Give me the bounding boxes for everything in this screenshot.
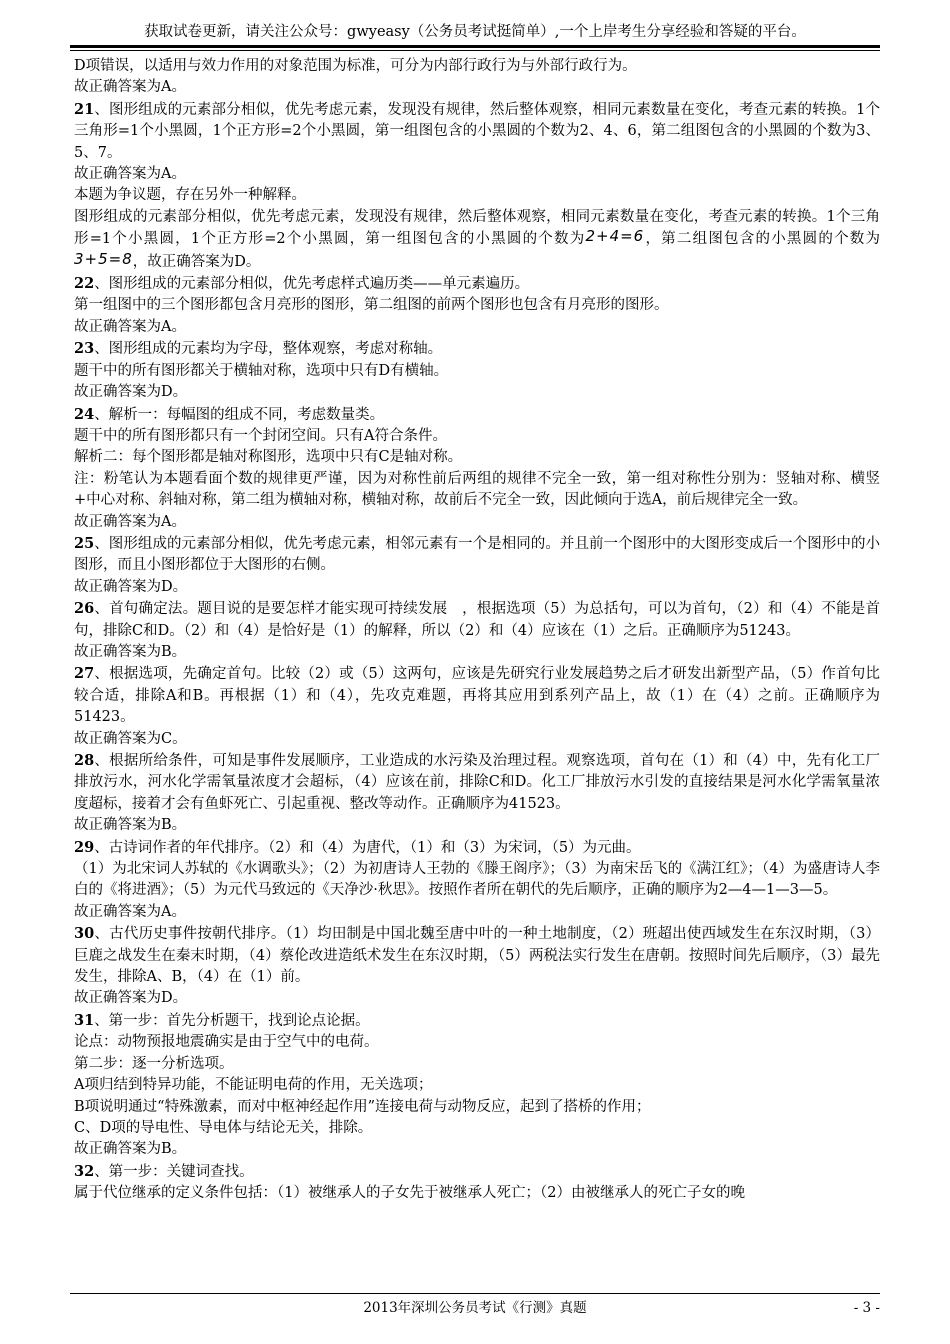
paragraph-text: 论点：动物预报地震确实是由于空气中的电荷。 [74, 1034, 379, 1051]
paragraph-text: 题干中的所有图形都只有一个封闭空间。只有A符合条件。 [74, 427, 447, 444]
page-number: - 3 - [853, 1300, 880, 1316]
paragraph-text: 、图形组成的元素均为字母，整体观察，考虑对称轴。 [94, 341, 443, 358]
header-rule [70, 45, 880, 48]
question-number: 27 [74, 665, 95, 683]
paragraph [74, 447, 880, 468]
paragraph [74, 99, 880, 164]
question-number: 31 [74, 1011, 95, 1029]
question-number: 30 [74, 925, 95, 943]
q21-alt-paragraph: 图形组成的元素部分相似，优先考虑元素，发现没有规律，然后整体观察，相同元素数量在变化，考查元素的转换。1个三角形=1个小黑圆，1个正方形=2个小黑圆，第一组图包含的小黑圆的个数为2+4=6，第二组图包含的小黑圆的个数为3+5=8，故正确答案为D。 [74, 208, 880, 270]
paragraph [74, 1161, 880, 1183]
question-number: 32 [74, 1162, 95, 1180]
paragraph-text: 故正确答案为A。 [74, 318, 186, 335]
paragraph [74, 469, 880, 512]
paragraph [74, 426, 880, 447]
paragraph-text: 故正确答案为A。 [74, 79, 186, 96]
paragraph-text: 题干中的所有图形都关于横轴对称，选项中只有D有横轴。 [74, 362, 449, 379]
question-number: 26 [74, 600, 95, 618]
paragraph-group-a [74, 56, 880, 207]
paragraph [74, 317, 880, 338]
question-number: 22 [74, 275, 95, 293]
paragraph [74, 902, 880, 923]
paragraph [74, 404, 880, 426]
paragraph [74, 859, 880, 902]
paragraph [74, 642, 880, 663]
paragraph-text: 、第一步：首先分析题干，找到论点论据。 [94, 1012, 370, 1029]
paragraph [74, 1010, 880, 1032]
paragraph [74, 815, 880, 836]
paragraph-text: 故正确答案为D。 [74, 990, 188, 1007]
page-header: 获取试卷更新，请关注公众号：gwyeasy（公务员考试挺简单）,一个上岸考生分享经验和答疑的平台。 [144, 24, 806, 40]
paragraph [74, 382, 880, 403]
paragraph-text: C、D项的导电性、导电体与结论无关，排除。 [74, 1119, 373, 1136]
paragraph [74, 512, 880, 533]
header-rule-thin [70, 50, 880, 51]
paragraph [74, 533, 880, 577]
paragraph-text: （1）为北宋词人苏轼的《水调歌头》；（2）为初唐诗人王勃的《滕王阁序》；（3）为南宋岳飞的《满江红》；（4）为盛唐诗人李白的《将进酒》；（5）为元代马致远的《天净沙·秋思》。按照作者所在朝代的先后顺序，正确的顺序为2—4—1—3—5。 [74, 861, 880, 899]
paragraph-text: 故正确答案为B。 [74, 643, 187, 660]
paragraph-text: 第一组图中的三个图形都包含月亮形的图形，第二组图的前两个图形也包含有月亮形的图形。 [74, 297, 669, 314]
paragraph-text: 、古诗词作者的年代排序。（2）和（4）为唐代，（1）和（3）为宋词，（5）为元曲。 [94, 839, 641, 856]
paragraph [74, 185, 880, 206]
formula-first-group: 2+4=6 [585, 227, 645, 246]
paragraph-text: 属于代位继承的定义条件包括：（1）被继承人的子女先于被继承人死亡；（2）由被继承人的死亡子女的晚 [74, 1185, 745, 1202]
paragraph-text: 、第一步：关键词查找。 [94, 1163, 254, 1180]
paragraph [74, 663, 880, 728]
paragraph-text: 、图形组成的元素部分相似，优先考虑元素，相邻元素有一个是相同的。并且前一个图形中的大图形变成后一个图形中的小图形，而且小图形都位于大图形的右侧。 [74, 535, 880, 574]
paragraph [74, 56, 880, 77]
paragraph-text: 故正确答案为D。 [74, 384, 188, 401]
paragraph [74, 1097, 880, 1118]
paragraph-text: 故正确答案为D。 [74, 578, 188, 595]
paragraph-text: 、古代历史事件按朝代排序。（1）均田制是中国北魏至唐中叶的一种土地制度，（2）班超出使西域发生在东汉时期，（3）巨鹿之战发生在秦末时期，（4）蔡伦改进造纸术发生在东汉时期，（5）两税法实行发生在唐朝。按照时间先后顺序，（3）最先发生，排除A、B，（4）在（1）前。 [74, 926, 880, 986]
formula-second-group: 3+5=8 [74, 249, 133, 268]
question-number: 28 [74, 752, 95, 769]
paragraph-text: 本题为争议题，存在另外一种解释。 [74, 187, 306, 204]
paragraph-text: 故正确答案为B。 [74, 817, 187, 834]
paragraph-text: 第二步：逐一分析选项。 [74, 1055, 234, 1072]
paragraph-text: 故正确答案为A。 [74, 903, 186, 920]
paragraph [74, 837, 880, 859]
paragraph [74, 729, 880, 750]
paragraph-text: 解析二：每个图形都是轴对称图形，选项中只有C是轴对称。 [74, 449, 463, 466]
paragraph [74, 295, 880, 316]
paragraph [74, 1032, 880, 1053]
paragraph [74, 164, 880, 185]
paragraph-text: 、图形组成的元素部分相似，优先考虑样式遍历类——单元素遍历。 [94, 276, 530, 293]
paragraph-text: 、解析一：每幅图的组成不同，考虑数量类。 [94, 406, 385, 423]
document-body [74, 56, 880, 1205]
paragraph-text: 故正确答案为A。 [74, 513, 186, 530]
paragraph [74, 598, 880, 642]
question-number: 25 [74, 534, 95, 552]
paragraph [74, 923, 880, 988]
paragraph [74, 577, 880, 598]
paragraph-text: 、首句确定法。题目说的是要怎样才能实现可持续发展 ，根据选项（5）为总括句，可以为首句，（2）和（4）不能是首句，排除C和D。（2）和（4）是恰好是（1）的解释，所以（2）和（4）应该在（1）之后。正确顺序为51243。 [74, 601, 880, 639]
paragraph-text: 故正确答案为C。 [74, 730, 187, 747]
paragraph [74, 1183, 880, 1204]
paragraph-text: 、根据所给条件，可知是事件发展顺序，工业造成的水污染及治理过程。观察选项，首句在（1）和（4）中，先有化工厂排放污水，河水化学需氧量浓度才会超标，（4）应该在前，排除C和D。化工厂排放污水引发的直接结果是河水化学需氧量浓度超标，接着才会有鱼虾死亡、引起重视、整改等动作。正确顺序为41523。 [74, 753, 880, 812]
paragraph [74, 750, 880, 815]
paragraph-text: 、根据选项，先确定首句。比较（2）或（5）这两句，应该是先研究行业发展趋势之后才研发出新型产品，（5）作首句比较合适，排除A和B。再根据（1）和（4），先攻克难题，再将其应用到系列产品上，故（1）在（4）之前。正确顺序为51423。 [74, 666, 880, 726]
paragraph-group-b [74, 273, 880, 1204]
question-number: 23 [74, 340, 95, 358]
paragraph [74, 273, 880, 295]
question-number: 24 [74, 405, 95, 423]
paragraph-text: B项说明通过“特殊激素，而对中枢神经起作用”连接电荷与动物反应，起到了搭桥的作用； [74, 1098, 651, 1115]
paragraph [74, 1054, 880, 1075]
paragraph-text: 注：粉笔认为本题看面个数的规律更严谨，因为对称性前后两组的规律不完全一致，第一组对称性分别为：竖轴对称、横竖+中心对称、斜轴对称，第二组为横轴对称，横轴对称，故前后不完全一致，因此倾向于选A，前后规律完全一致。 [74, 470, 880, 509]
paragraph [74, 1075, 880, 1096]
paragraph [74, 338, 880, 360]
paragraph [74, 1118, 880, 1139]
paragraph-text: 故正确答案为A。 [74, 166, 186, 183]
question-number: 21 [74, 100, 95, 118]
paragraph-text: 、图形组成的元素部分相似，优先考虑元素，发现没有规律，然后整体观察，相同元素数量在变化，考查元素的转换。1个三角形=1个小黑圆，1个正方形=2个小黑圆，第一组图包含的小黑圆的个数为2、4、6，第二组图包含的小黑圆的个数为3、5、7。 [74, 101, 880, 161]
paragraph [74, 77, 880, 98]
paragraph-text: 故正确答案为B。 [74, 1141, 187, 1158]
paragraph [74, 988, 880, 1009]
paragraph [74, 1139, 880, 1160]
question-number: 29 [74, 838, 95, 856]
footer-rule [70, 1293, 880, 1294]
paragraph-text: A项归结到特异功能，不能证明电荷的作用，无关选项； [74, 1077, 433, 1094]
paragraph [74, 361, 880, 382]
footer-title: 2013年深圳公务员考试《行测》真题 [363, 1300, 587, 1316]
paragraph-text: D项错误，以适用与效力作用的对象范围为标准，可分为内部行政行为与外部行政行为。 [74, 58, 637, 74]
